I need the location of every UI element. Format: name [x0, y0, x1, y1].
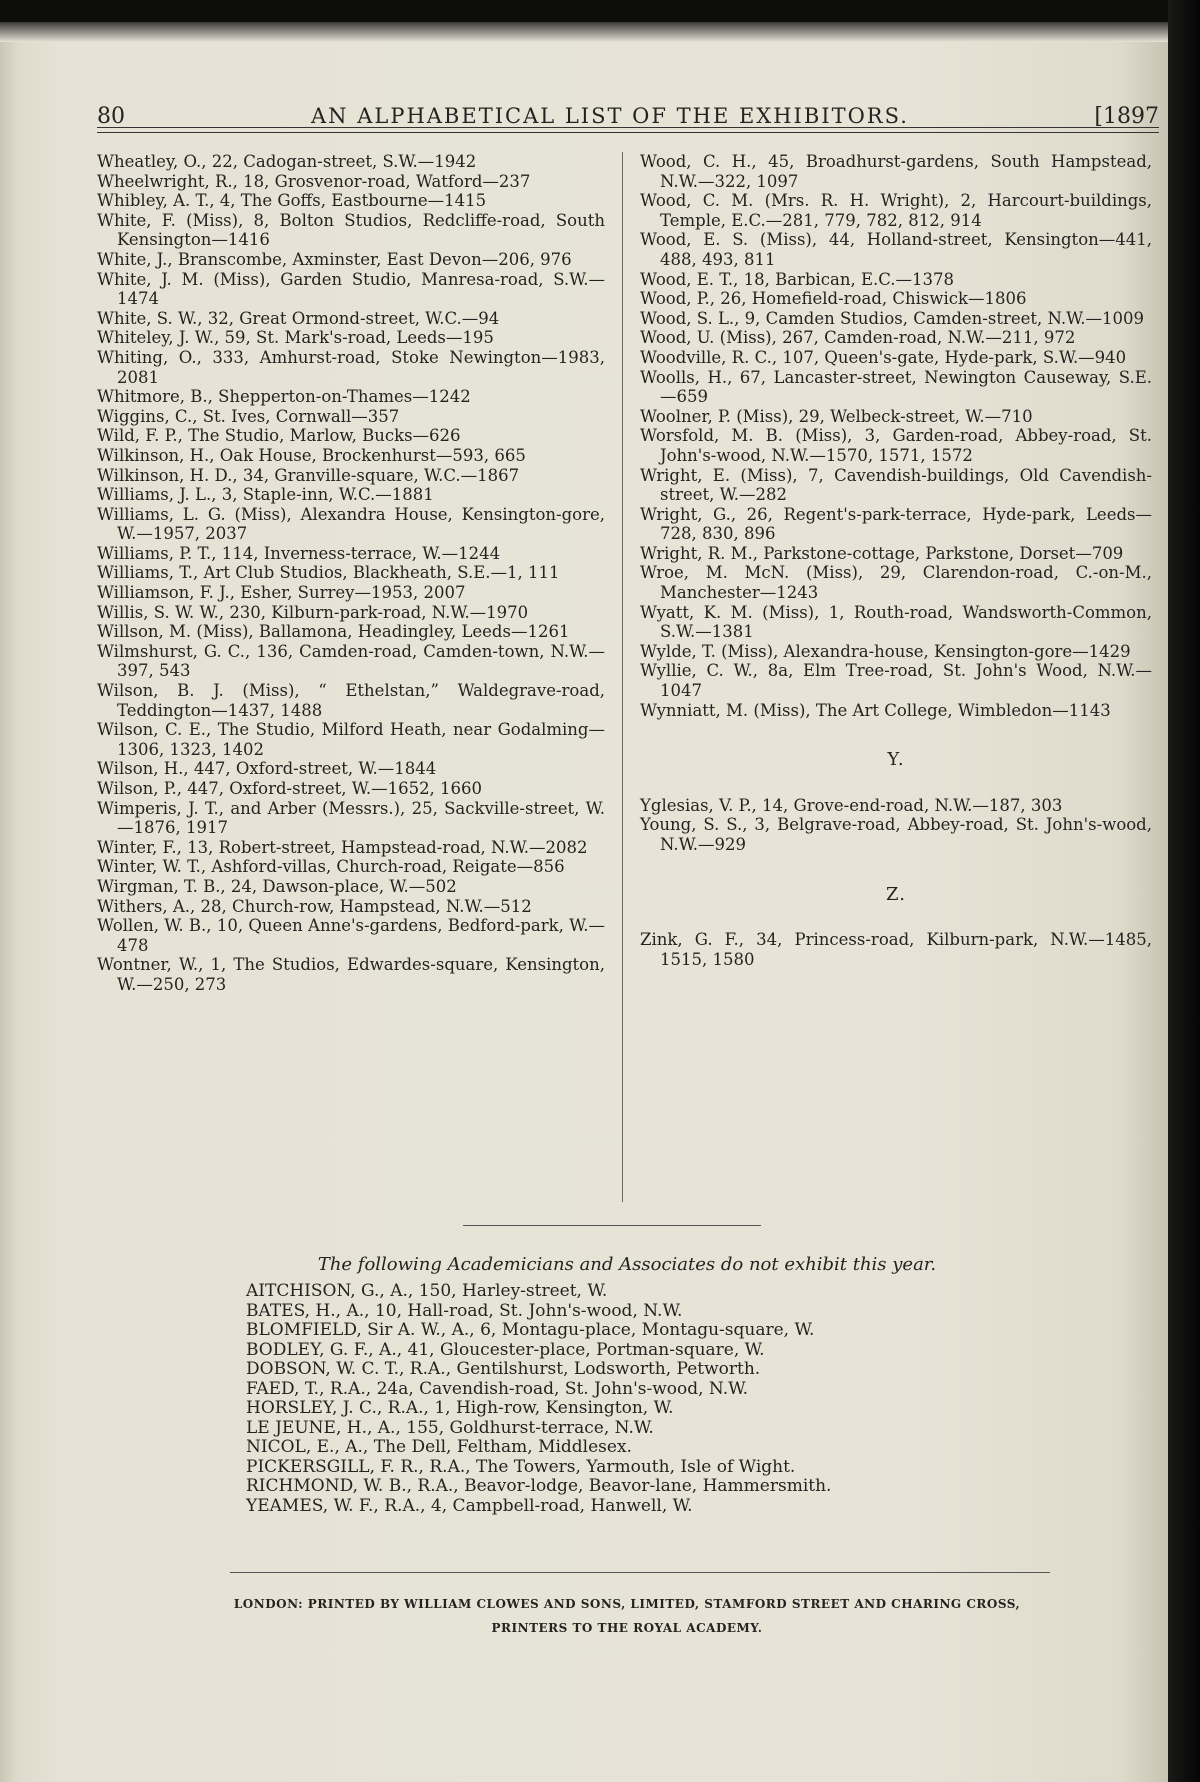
printer-line-2: PRINTERS TO THE ROYAL ACADEMY. — [491, 1621, 763, 1635]
exhibitor-entry: Wright, E. (Miss), 7, Cavendish-buildings, Old Cavendish-street, W.—282 — [640, 465, 1152, 505]
academician-entry: DOBSON, W. C. T., R.A., Gentilshurst, Lodsworth, Petworth. — [246, 1359, 761, 1379]
exhibitor-entry: Wimperis, J. T., and Arber (Messrs.), 25, Sackville-street, W.—1876, 1917 — [97, 798, 605, 838]
exhibitor-entry: Williamson, F. J., Esher, Surrey—1953, 2007 — [97, 583, 466, 603]
academician-entry: LE JEUNE, H., A., 155, Goldhurst-terrace, N.W. — [246, 1417, 654, 1438]
exhibitor-entry: Wright, R. M., Parkstone-cottage, Parkstone, Dorset—709 — [640, 543, 1124, 563]
academician-entry: AITCHISON, G., A., 150, Harley-street, W. — [246, 1281, 608, 1301]
exhibitor-entry: Wyllie, C. W., 8a, Elm Tree-road, St. John's Wood, N.W.—1047 — [640, 661, 1152, 701]
exhibitor-entry: Woolls, H., 67, Lancaster-street, Newington Causeway, S.E.—659 — [640, 367, 1152, 407]
exhibitor-entry: Wollen, W. B., 10, Queen Anne's-gardens, Bedford-park, W.—478 — [97, 916, 605, 955]
exhibitor-entry: Wilson, C. E., The Studio, Milford Heath, near Godalming—1306, 1323, 1402 — [97, 720, 605, 759]
exhibitor-entry: Winter, W. T., Ashford-villas, Church-road, Reigate—856 — [97, 857, 565, 877]
exhibitor-entry: Wright, G., 26, Regent's-park-terrace, Hyde-park, Leeds—728, 830, 896 — [640, 504, 1152, 544]
exhibitor-entry: Wontner, W., 1, The Studios, Edwardes-square, Kensington, W.—250, 273 — [97, 955, 605, 994]
exhibitor-entry: Worsfold, M. B. (Miss), 3, Garden-road, Abbey-road, St. John's-wood, N.W.—1570, 1571, 1572 — [640, 426, 1152, 465]
academician-entry: BLOMFIELD, Sir A. W., A., 6, Montagu-place, Montagu-square, W. — [246, 1320, 815, 1340]
exhibitor-entry: Wylde, T. (Miss), Alexandra-house, Kensington-gore—1429 — [640, 641, 1131, 661]
exhibitor-entry: Wood, E. S. (Miss), 44, Holland-street, Kensington—441, 488, 493, 811 — [640, 230, 1152, 269]
academician-entry: NICOL, E., A., The Dell, Feltham, Middlesex. — [246, 1437, 632, 1457]
exhibitor-entry: Wood, C. H., 45, Broadhurst-gardens, South Hampstead, N.W.—322, 1097 — [640, 152, 1152, 191]
academician-entry: BATES, H., A., 10, Hall-road, St. John's-wood, N.W. — [246, 1300, 683, 1321]
header-rule-secondary — [97, 132, 1159, 133]
exhibitor-entry: Winter, F., 13, Robert-street, Hampstead-road, N.W.—2082 — [97, 837, 588, 857]
printer-line-1: LONDON: PRINTED BY WILLIAM CLOWES AND SONS, LIMITED, STAMFORD STREET AND CHARING CROSS, — [233, 1597, 1021, 1611]
academician-entry: YEAMES, W. F., R.A., 4, Campbell-road, Hanwell, W. — [246, 1495, 693, 1516]
book-gutter — [1168, 0, 1200, 1782]
exhibitor-entry: Wood, P., 26, Homefield-road, Chiswick—1806 — [640, 289, 1027, 309]
section-letter-z: Z. — [886, 883, 906, 905]
exhibitor-entry: White, F. (Miss), 8, Bolton Studios, Redcliffe-road, South Kensington—1416 — [97, 210, 605, 250]
exhibitor-entry: Whiting, O., 333, Amhurst-road, Stoke Newington—1983, 2081 — [97, 347, 605, 387]
exhibitor-entry: Wilson, P., 447, Oxford-street, W.—1652, 1660 — [97, 779, 483, 798]
academician-entry: BODLEY, G. F., A., 41, Gloucester-place, Portman-square, W. — [246, 1339, 765, 1360]
exhibitor-entry: Wilson, B. J. (Miss), “ Ethelstan,” Waldegrave-road, Teddington—1437, 1488 — [97, 681, 605, 720]
exhibitor-entry: White, S. W., 32, Great Ormond-street, W.C.—94 — [97, 308, 500, 328]
exhibitor-entry: Wyatt, K. M. (Miss), 1, Routh-road, Wandsworth-Common, S.W.—1381 — [640, 602, 1152, 642]
right-column — [640, 152, 1152, 969]
academician-entry: HORSLEY, J. C., R.A., 1, High-row, Kensington, W. — [246, 1398, 674, 1418]
exhibitor-entry: Wilkinson, H., Oak House, Brockenhurst—593, 665 — [97, 445, 526, 465]
column-divider — [622, 152, 623, 1202]
exhibitor-entry: Woolner, P. (Miss), 29, Welbeck-street, W.—710 — [640, 406, 1033, 426]
running-title: AN ALPHABETICAL LIST OF THE EXHIBITORS. — [311, 104, 909, 128]
exhibitor-entry: Wild, F. P., The Studio, Marlow, Bucks—626 — [97, 426, 461, 446]
exhibitor-entry: Willis, S. W. W., 230, Kilburn-park-road, N.W.—1970 — [97, 602, 529, 622]
exhibitor-entry: Wilmshurst, G. C., 136, Camden-road, Camden-town, N.W.—397, 543 — [97, 641, 605, 681]
exhibitor-entry: Yglesias, V. P., 14, Grove-end-road, N.W.—187, 303 — [640, 795, 1063, 815]
section-divider — [463, 1225, 761, 1226]
exhibitor-entry: Wood, C. M. (Mrs. R. H. Wright), 2, Harcourt-buildings, Temple, E.C.—281, 779, 782, 812, 914 — [640, 191, 1152, 230]
header-rule — [97, 127, 1159, 128]
exhibitor-entry: White, J. M. (Miss), Garden Studio, Manresa-road, S.W.—1474 — [97, 269, 605, 309]
page-number: 80 — [97, 104, 125, 129]
exhibitor-entry: Wroe, M. McN. (Miss), 29, Clarendon-road, C.-on-M., Manchester—1243 — [640, 563, 1152, 603]
exhibitor-entry: Young, S. S., 3, Belgrave-road, Abbey-road, St. John's-wood, N.W.—929 — [640, 815, 1152, 854]
exhibitor-entry: Wood, U. (Miss), 267, Camden-road, N.W.—211, 972 — [640, 328, 1076, 348]
exhibitor-entry: Willson, M. (Miss), Ballamona, Headingley, Leeds—1261 — [97, 622, 570, 642]
exhibitor-entry: Wheatley, O., 22, Cadogan-street, S.W.—1942 — [97, 152, 477, 171]
footer-rule — [230, 1572, 1050, 1573]
exhibitor-entry: Wynniatt, M. (Miss), The Art College, Wimbledon—1143 — [640, 700, 1111, 720]
exhibitor-entry: Williams, T., Art Club Studios, Blackheath, S.E.—1, 111 — [97, 563, 560, 583]
exhibitor-entry: Wood, E. T., 18, Barbican, E.C.—1378 — [640, 269, 955, 289]
exhibitor-entry: Wirgman, T. B., 24, Dawson-place, W.—502 — [97, 876, 457, 896]
exhibitor-entry: Zink, G. F., 34, Princess-road, Kilburn-park, N.W.—1485, 1515, 1580 — [640, 930, 1152, 969]
exhibitor-entry: Williams, P. T., 114, Inverness-terrace, W.—1244 — [97, 543, 501, 563]
running-year: [1897 — [1094, 104, 1159, 129]
exhibitor-entry: Whiteley, J. W., 59, St. Mark's-road, Leeds—195 — [97, 328, 494, 348]
page-top-edge — [0, 22, 1168, 42]
academician-entry: PICKERSGILL, F. R., R.A., The Towers, Yarmouth, Isle of Wight. — [246, 1456, 796, 1477]
printer-imprint — [96, 1592, 1158, 1640]
exhibitor-entry: Wilkinson, H. D., 34, Granville-square, W.C.—1867 — [97, 465, 520, 485]
section-letter-y: Y. — [887, 749, 905, 771]
left-column — [97, 152, 605, 995]
exhibitor-entry: Williams, J. L., 3, Staple-inn, W.C.—1881 — [97, 485, 434, 505]
exhibitor-entry: Withers, A., 28, Church-row, Hampstead, N.W.—512 — [97, 896, 532, 916]
exhibitor-entry: Woodville, R. C., 107, Queen's-gate, Hyde-park, S.W.—940 — [640, 347, 1127, 367]
exhibitor-entry: Wiggins, C., St. Ives, Cornwall—357 — [97, 406, 400, 426]
exhibitor-entry: Wilson, H., 447, Oxford-street, W.—1844 — [97, 759, 437, 779]
academician-entry: FAED, T., R.A., 24a, Cavendish-road, St. John's-wood, N.W. — [246, 1378, 749, 1399]
academicians-list — [246, 1282, 1066, 1516]
exhibitor-entry: White, J., Branscombe, Axminster, East Devon—206, 976 — [97, 249, 572, 269]
running-header — [97, 80, 1159, 130]
exhibitor-entry: Wood, S. L., 9, Camden Studios, Camden-street, N.W.—1009 — [640, 308, 1144, 328]
academicians-heading: The following Academicians and Associates do not exhibit this year. — [317, 1254, 937, 1275]
exhibitor-entry: Whibley, A. T., 4, The Goffs, Eastbourne—1415 — [97, 191, 487, 211]
exhibitor-entry: Williams, L. G. (Miss), Alexandra House, Kensington-gore, W.—1957, 2037 — [97, 504, 605, 544]
exhibitor-entry: Whitmore, B., Shepperton-on-Thames—1242 — [97, 387, 471, 407]
book-page — [0, 22, 1168, 1782]
exhibitor-entry: Wheelwright, R., 18, Grosvenor-road, Watford—237 — [97, 171, 531, 191]
academician-entry: RICHMOND, W. B., R.A., Beavor-lodge, Beavor-lane, Hammersmith. — [246, 1476, 832, 1496]
